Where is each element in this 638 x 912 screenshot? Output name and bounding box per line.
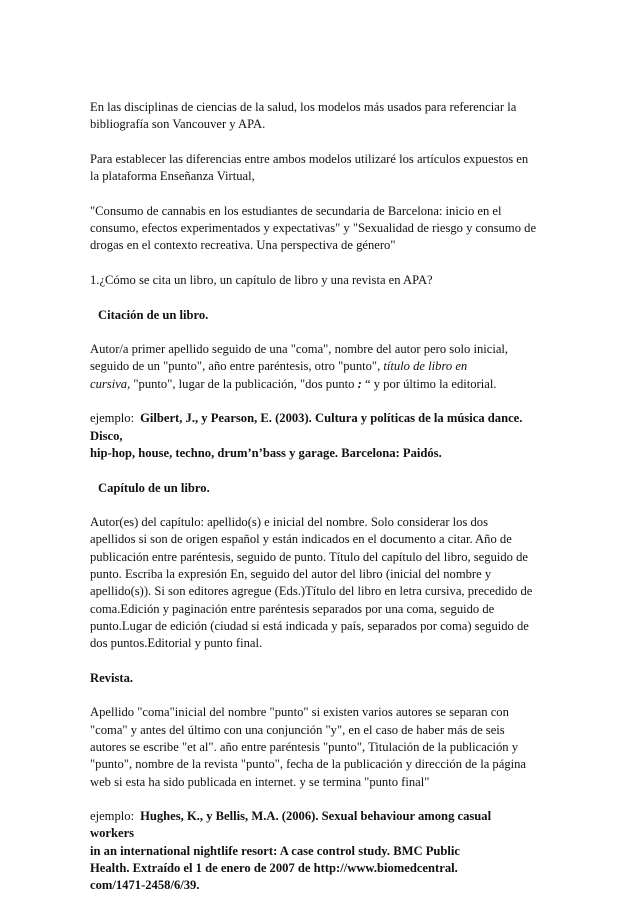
revista-paragraph <box>90 704 560 790</box>
articulos-paragraph <box>90 203 560 255</box>
capitulo-heading <box>90 480 560 497</box>
revista-example-label: ejemplo: <box>90 809 135 824</box>
capitulo-line-2: apellidos si son de origen español y están indicados en el documento a citar. Año de <box>90 532 512 547</box>
intro-paragraph <box>90 99 560 134</box>
libro-heading <box>90 307 560 324</box>
revista-line-3: autores se escribe "et al". año entre paréntesis "punto", Titulación de la publicación y <box>90 739 518 754</box>
capitulo-heading-text: Capítulo de un libro. <box>98 480 210 495</box>
libro-rule-line-3-text: "punto", lugar de la publicación, "dos punto <box>130 376 358 391</box>
libro-rule-line-2-text: seguido de un "punto", año entre paréntesis, otro "punto", <box>90 359 384 374</box>
capitulo-line-4: punto. Escriba la expresión En, seguido del autor del libro (inicial del nombre y <box>90 567 492 582</box>
revista-line-5: web si esta ha sido publicada en internet. y se termina "punto final" <box>90 774 430 789</box>
revista-example-line-3: in an international nightlife resort: A case control study. BMC Public <box>90 843 461 858</box>
libro-rule-line-2-italic: título de libro en <box>383 359 468 374</box>
document-page <box>90 99 560 912</box>
revista-line-2: "coma" y antes del último con una conjunción "y", en el caso de haber más de seis <box>90 722 505 737</box>
libro-rule-line-3-end: “ y por último la editorial. <box>361 376 497 391</box>
libro-rule-line-1: Autor/a primer apellido seguido de una "coma", nombre del autor pero solo inicial, <box>90 342 509 357</box>
libro-rule-colon: : <box>357 376 362 391</box>
intro-line-1: En las disciplinas de ciencias de la salud, los modelos más usados para referenciar la <box>90 100 517 114</box>
revista-heading <box>90 670 560 687</box>
revista-heading-text: Revista. <box>90 670 134 685</box>
capitulo-line-5: apellido(s)). Si son editores agregue (Eds.)Título del libro en letra cursiva, precedido de <box>90 584 533 599</box>
capitulo-line-8: dos puntos.Editorial y punto final. <box>90 636 263 651</box>
articulos-line-2: consumo, efectos experimentados y expectativas" y "Sexualidad de riesgo y consumo de <box>90 221 537 236</box>
intro-line-2: bibliografía son Vancouver y APA. <box>90 117 266 132</box>
libro-example-paragraph <box>90 410 560 462</box>
revista-line-4: "punto", nombre de la revista "punto", fecha de la publicación y dirección de la página <box>90 757 527 772</box>
libro-rule-line-3-italic: cursiva, <box>90 376 131 391</box>
revista-example-text-1: Hughes, K., y Bellis, M.A. (2006). Sexual behaviour among casual <box>140 809 492 824</box>
libro-heading-text: Citación de un libro. <box>98 307 209 322</box>
libro-example-line-3: hip-hop, house, techno, drum’n’bass y garage. Barcelona: Paidós. <box>90 445 442 460</box>
revista-example-line-5: com/1471-2458/6/39. <box>90 878 200 893</box>
diferencias-line-1: Para establecer las diferencias entre ambos modelos utilizaré los artículos expuestos en <box>90 151 529 166</box>
diferencias-paragraph <box>90 151 560 186</box>
libro-example-label: ejemplo: <box>90 411 135 426</box>
revista-line-1: Apellido "coma"inicial del nombre "punto" si existen varios autores se separan con <box>90 705 509 720</box>
revista-example-line-4: Health. Extraído el 1 de enero de 2007 de http://www.biomedcentral. <box>90 861 458 876</box>
diferencias-line-2: la plataforma Enseñanza Virtual, <box>90 169 255 184</box>
libro-example-text-1: Gilbert, J., y Pearson, E. (2003). Cultura y políticas de la música dance. <box>140 411 523 426</box>
revista-example-line-1 <box>90 808 560 825</box>
articulos-line-1: "Consumo de cannabis en los estudiantes de secundaria de Barcelona: inicio en el <box>90 203 502 218</box>
articulos-line-3: drogas en el contexto recreativa. Una perspectiva de género" <box>90 238 396 253</box>
libro-rule-line-2 <box>90 358 560 375</box>
capitulo-line-3: publicación entre paréntesis, seguido de punto. Título del capítulo del libro, seguido de <box>90 549 528 564</box>
libro-rule-paragraph <box>90 341 560 393</box>
capitulo-line-1: Autor(es) del capítulo: apellido(s) e inicial del nombre. Solo considerar los dos <box>90 515 489 530</box>
question-text: 1.¿Cómo se cita un libro, un capítulo de libro y una revista en APA? <box>90 272 433 287</box>
revista-example-line-2: workers <box>90 826 135 841</box>
libro-example-line-2: Disco, <box>90 428 123 443</box>
capitulo-paragraph <box>90 514 560 652</box>
libro-example-line-1 <box>90 410 560 427</box>
capitulo-line-6: coma.Edición y paginación entre paréntesis separados por una coma, seguido de <box>90 601 495 616</box>
libro-rule-line-3 <box>90 376 560 393</box>
question-heading <box>90 272 560 289</box>
revista-example-paragraph <box>90 808 560 894</box>
capitulo-line-7: punto.Lugar de edición (ciudad si está indicada y país, separados por coma) seguido de <box>90 618 529 633</box>
